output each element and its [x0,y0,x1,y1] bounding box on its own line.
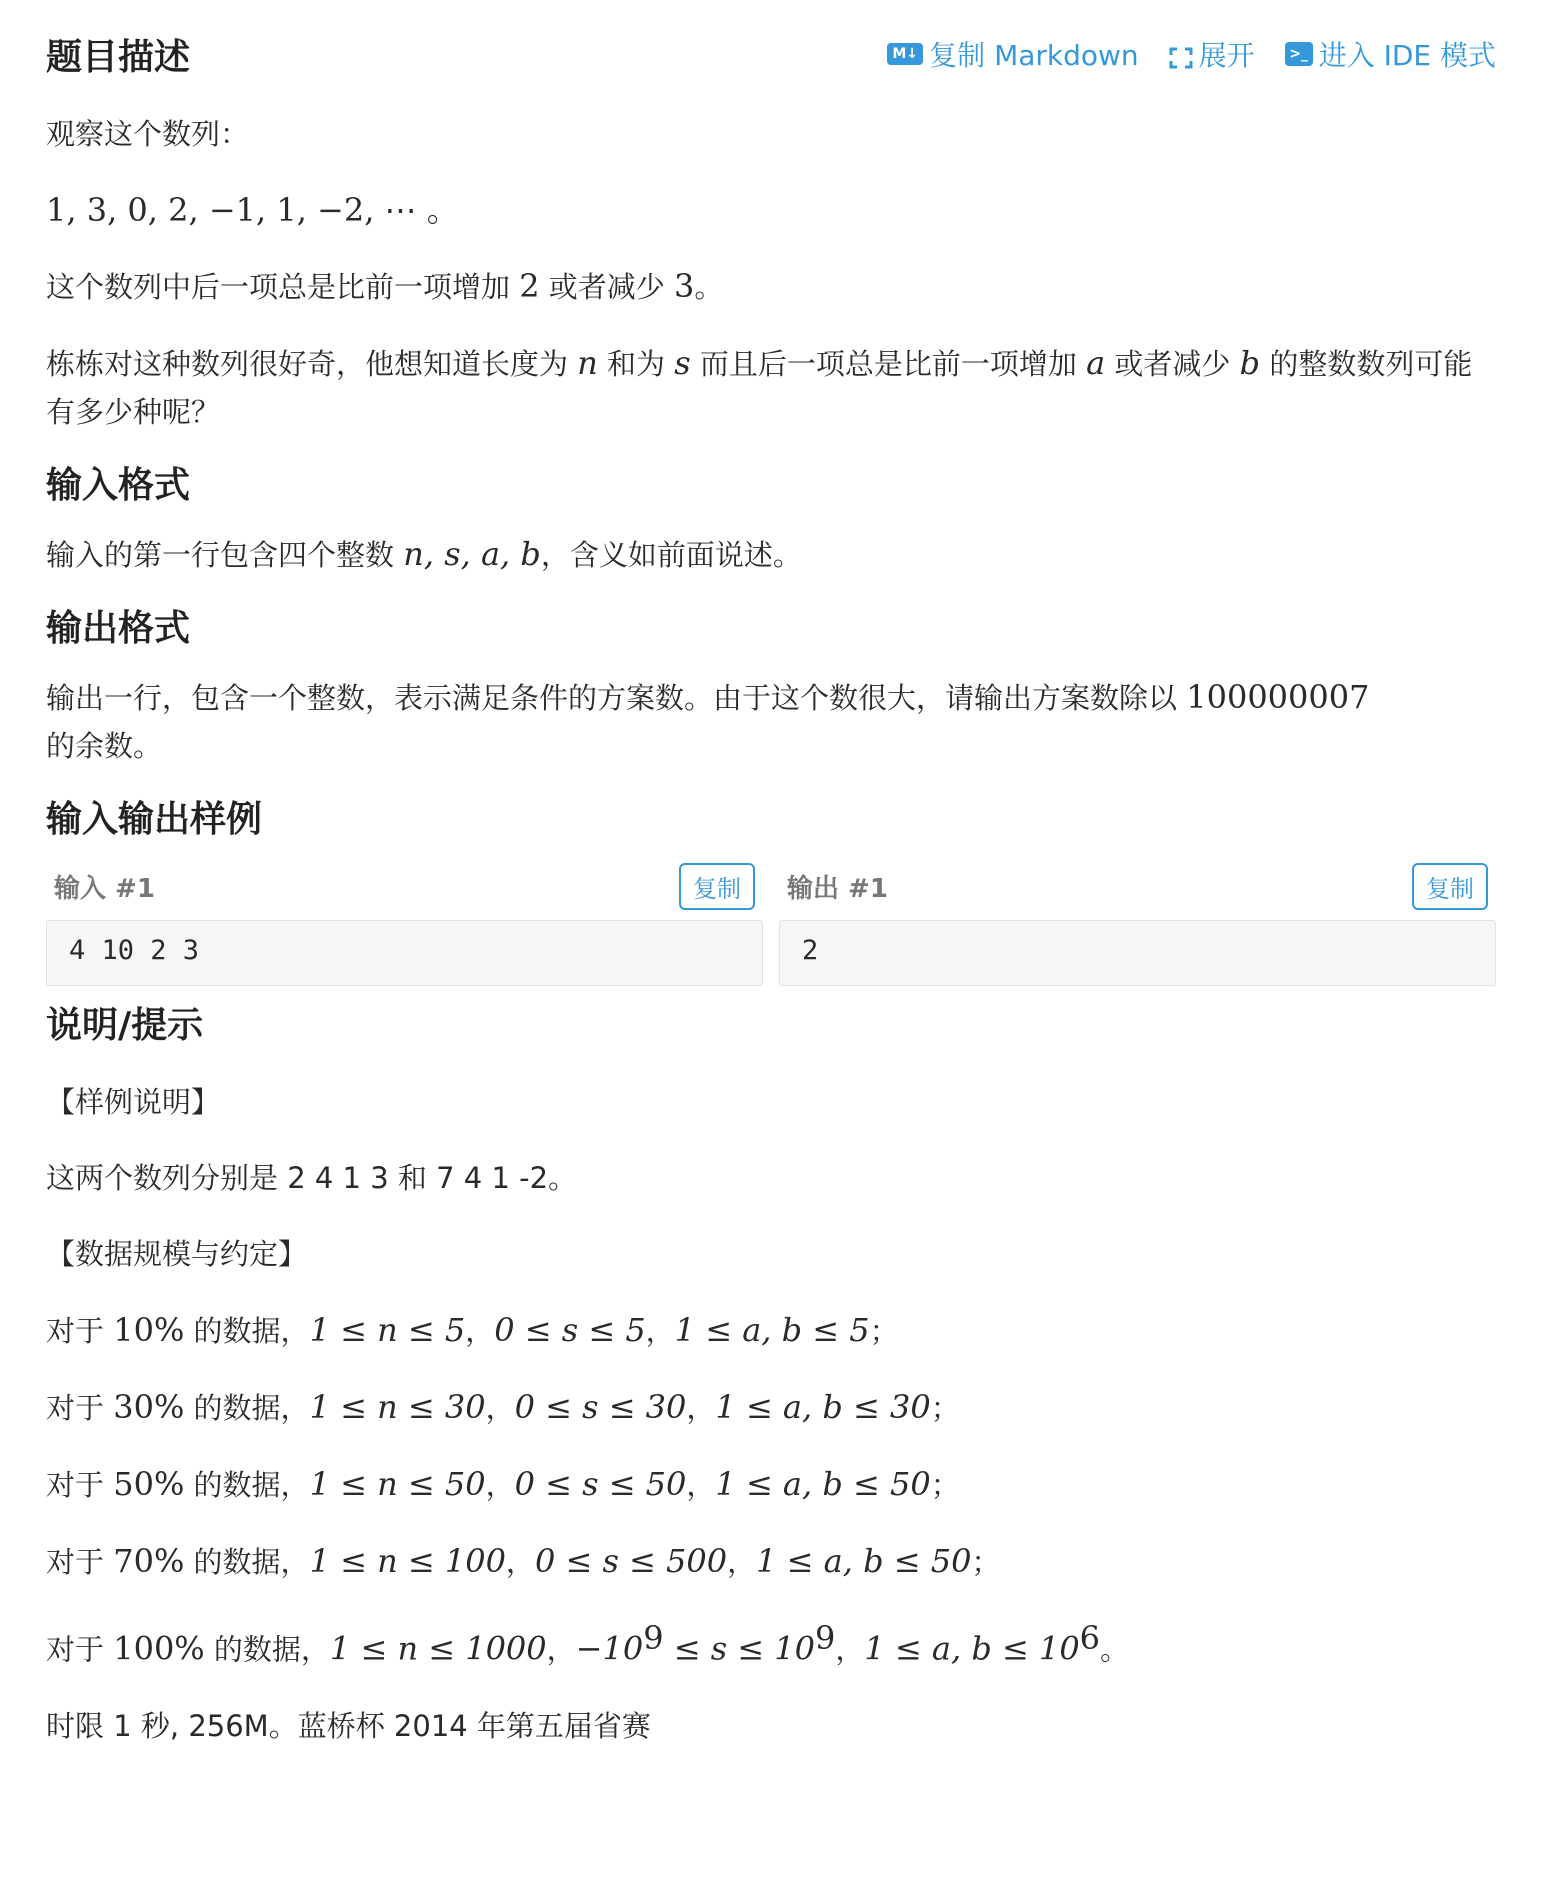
scale-row-10: 对于 10% 的数据，1 ≤ n ≤ 5，0 ≤ s ≤ 5，1 ≤ a, b ≤ 5； [46,1311,899,1349]
output-format-text: 输出一行，包含一个整数，表示满足条件的方案数。由于这个数很大，请输出方案数除以 100000007 的余数。 [46,678,1370,763]
desc-sequence: 1, 3, 0, 2, −1, 1, −2, ⋯ 。 [46,191,459,229]
scale-row-70: 对于 70% 的数据，1 ≤ n ≤ 100，0 ≤ s ≤ 500，1 ≤ a, b ≤ 50； [46,1542,1001,1580]
copy-input-button[interactable]: 复制 [679,863,755,910]
footer-note: 时限 1 秒, 256M。蓝桥杯 2014 年第五届省赛 [46,1708,651,1743]
header-bar [46,28,1496,80]
copy-markdown-label: 复制 Markdown [929,39,1139,72]
desc-intro: 观察这个数列： [46,117,250,151]
samples-area [46,860,1496,986]
ide-mode-button[interactable] [1285,34,1496,74]
data-scale-title: 【数据规模与约定】 [46,1237,308,1271]
header-actions [887,34,1496,74]
input-format-text: 输入的第一行包含四个整数 n, s, a, b，含义如前面说述。 [46,535,802,573]
expand-label: 展开 [1198,39,1255,72]
scale-row-50: 对于 50% 的数据，1 ≤ n ≤ 50，0 ≤ s ≤ 50，1 ≤ a, b ≤ 50； [46,1465,960,1503]
samples-title: 输入输出样例 [46,799,263,840]
markdown-icon: M↓ [887,43,923,65]
scale-row-100: 对于 100% 的数据，1 ≤ n ≤ 1000，$-10^9 \le s \le 10^9$，1 ≤ a, $b \le 10^6$。 [46,1619,1130,1668]
sample-explain-title: 【样例说明】 [46,1085,221,1119]
sample-explain: 这两个数列分别是 2 4 1 3 和 7 4 1 -2。 [46,1161,578,1195]
terminal-icon: >_ [1285,42,1313,66]
input-format-title: 输入格式 [46,465,191,506]
ide-mode-label: 进入 IDE 模式 [1318,39,1496,72]
desc-rule: 这个数列中后一项总是比前一项增加 2 或者减少 3。 [46,267,724,305]
output-format-title: 输出格式 [46,608,191,649]
hint-title: 说明/提示 [46,1005,204,1046]
page-title: 题目描述 [46,36,191,78]
expand-button[interactable] [1169,34,1255,74]
copy-markdown-button[interactable] [887,34,1139,74]
expand-icon [1169,43,1193,65]
sample-output [779,860,1496,986]
copy-output-button[interactable]: 复制 [1412,863,1488,910]
sample-input-box[interactable]: 4 10 2 3 [46,920,763,986]
sample-input-label: 输入 #1 [54,873,155,904]
sample-input [46,860,763,986]
scale-row-30: 对于 30% 的数据，1 ≤ n ≤ 30，0 ≤ s ≤ 30，1 ≤ a, b ≤ 30； [46,1388,960,1426]
desc-question: 栋栋对这种数列很好奇，他想知道长度为 n 和为 s 而且后一项总是比前一项增加 a 或者减少 b 的整数数列可能有多少种呢？ [46,344,1473,429]
sample-output-label: 输出 #1 [787,873,888,904]
sample-output-box[interactable]: 2 [779,920,1496,986]
